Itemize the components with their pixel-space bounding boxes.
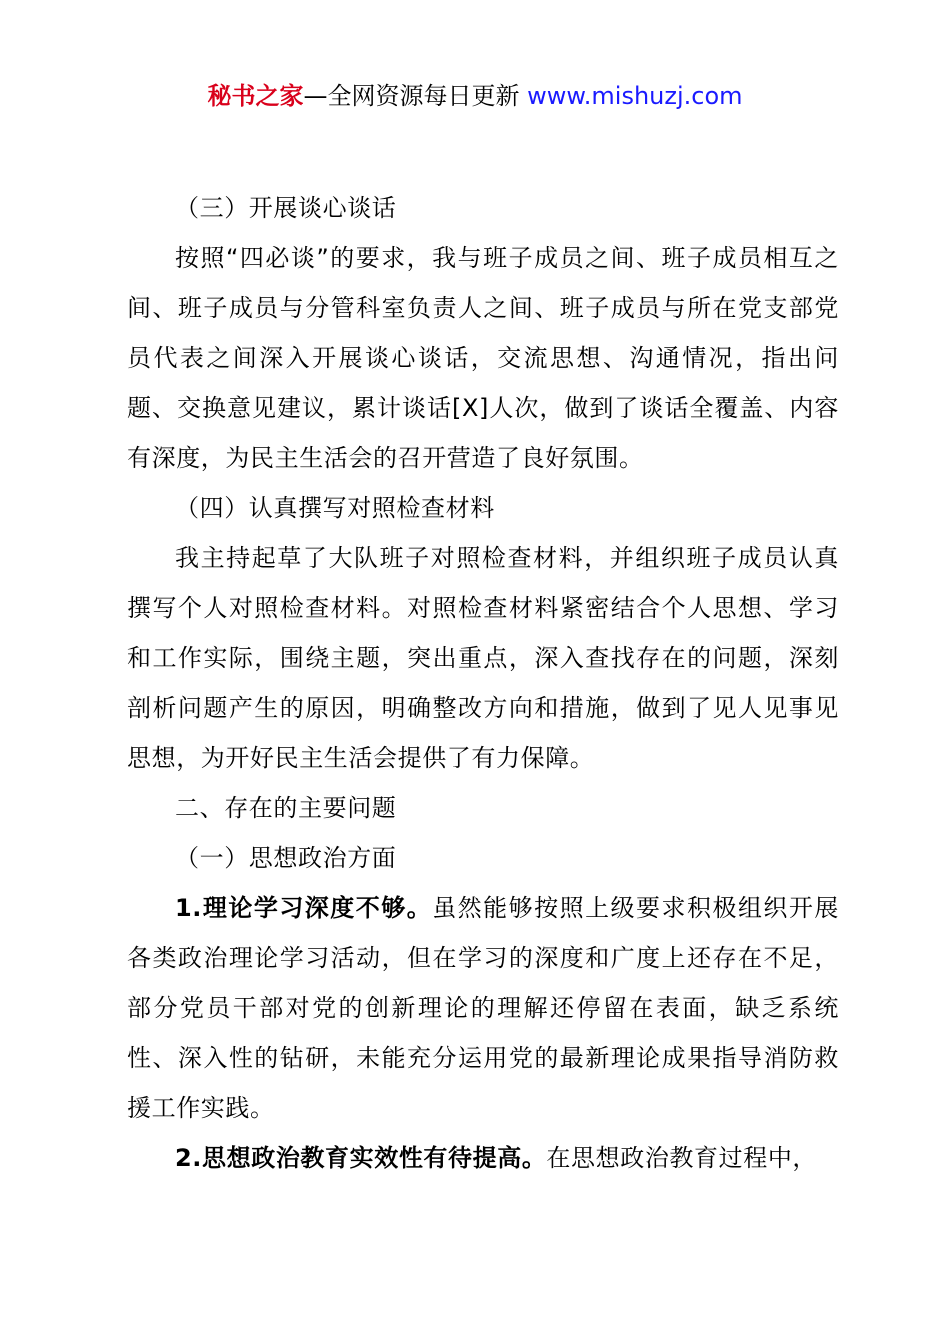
document-body bbox=[127, 183, 839, 1183]
paragraph-education bbox=[127, 1133, 839, 1183]
brand-name: 秘书之家 bbox=[207, 82, 304, 110]
paragraph-talks: 按照“四必谈”的要求，我与班子成员之间、班子成员相互之间、班子成员与分管科室负责人之间、班子成员与所在党支部党员代表之间深入开展谈心谈话，交流思想、沟通情况，指出问题、交换意见建议，累计谈话[X]人次，做到了谈话全覆盖、内容有深度，为民主生活会的召开营造了良好氛围。 bbox=[127, 244, 839, 472]
point-1-text: 虽然能够按照上级要求积极组织开展各类政治理论学习活动，但在学习的深度和广度上还存在不足，部分党员干部对党的创新理论的理解还停留在表面，缺乏系统性、深入性的钻研，未能充分运用党的最新理论成果指导消防救援工作实践。 bbox=[127, 894, 839, 1122]
point-2-title: 2.思想政治教育实效性有待提高。 bbox=[175, 1144, 547, 1172]
paragraph-materials: 我主持起草了大队班子对照检查材料，并组织班子成员认真撰写个人对照检查材料。对照检查材料紧密结合个人思想、学习和工作实际，围绕主题，突出重点，深入查找存在的问题，深刻剖析问题产生的原因，明确整改方向和措施，做到了见人见事见思想，为开好民主生活会提供了有力保障。 bbox=[127, 544, 839, 772]
point-2-text: 在思想政治教育过程中， bbox=[546, 1144, 818, 1172]
page-header bbox=[0, 80, 950, 112]
point-1-title: 1.理论学习深度不够。 bbox=[175, 894, 433, 922]
section-heading-ideology: （一）思想政治方面 bbox=[175, 844, 397, 872]
paragraph-theory-study bbox=[127, 883, 839, 1133]
chapter-heading-problems: 二、存在的主要问题 bbox=[175, 794, 397, 822]
section-heading-4: （四）认真撰写对照检查材料 bbox=[175, 494, 495, 522]
header-tagline: —全网资源每日更新 bbox=[303, 82, 528, 110]
site-url-link[interactable]: www.mishuzj.com bbox=[527, 82, 743, 110]
section-heading-3: （三）开展谈心谈话 bbox=[175, 194, 397, 222]
